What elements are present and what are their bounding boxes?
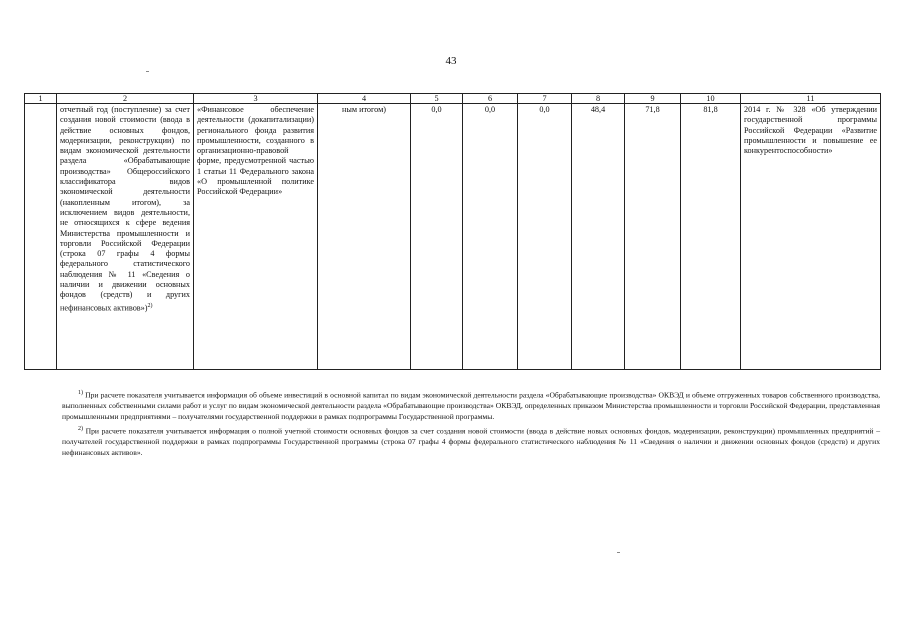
- cell-value: 0,0: [518, 104, 572, 370]
- column-header: 7: [518, 94, 572, 104]
- cell-value: 0,0: [463, 104, 518, 370]
- footnotes: [62, 388, 880, 461]
- column-header: 11: [741, 94, 881, 104]
- column-header: 1: [25, 94, 57, 104]
- column-header: 9: [625, 94, 681, 104]
- footnote-marker: 2): [78, 426, 83, 433]
- cell-value: 48,4: [572, 104, 625, 370]
- scan-speck: [617, 552, 620, 553]
- cell-indicator-description: [57, 104, 194, 370]
- table-row: [25, 104, 881, 370]
- column-header: 5: [411, 94, 463, 104]
- cell-program-activity: «Финансовое обеспечение деятельности (докапитализации) регионального фонда развития промышленности, созданного в организационно-правовой форме, предусмотренной частью 1 статьи 11 Федерального закона «О промышленной политике Российской Федерации»: [194, 104, 318, 370]
- scan-speck: [146, 71, 149, 72]
- page-number: 43: [445, 55, 457, 67]
- column-header: 2: [57, 94, 194, 104]
- column-header: 3: [194, 94, 318, 104]
- cell-legal-basis: 2014 г. № 328 «Об утверждении государственной программы Российской Федерации «Развитие промышленности и повышение ее конкурентоспособности»: [741, 104, 881, 370]
- cell-row-number: [25, 104, 57, 370]
- cell-unit: ным итогом): [318, 104, 411, 370]
- footnote-text: При расчете показателя учитывается информация об объеме инвестиций в основной капитал по видам экономической деятельности раздела «Обрабатывающие производства» ОКВЭД и объеме отгруженных товаров собственного производства, выполненных собственными силами работ и услуг по видам экономической деятельности раздела «Обрабатывающие производства» ОКВЭД, определенных приказом Министерства промышленности и торговли Российской Федерации, представленная промышленными предприятиями – получателями государственной поддержки в рамках подпрограммы Государственной программы.: [62, 390, 881, 421]
- column-header: 4: [318, 94, 411, 104]
- cell-value: 81,8: [681, 104, 741, 370]
- column-header: 8: [572, 94, 625, 104]
- cell-value: 0,0: [411, 104, 463, 370]
- column-header: 10: [681, 94, 741, 104]
- indicators-table: [24, 93, 881, 370]
- column-header: 6: [463, 94, 518, 104]
- footnote: [62, 424, 880, 458]
- footnote-text: При расчете показателя учитывается информация о полной учетной стоимости основных фондов за счет создания новой стоимости (ввода в действие новых основных фондов, модернизации, реконструкции) промышленных предприятий – получателей государственной поддержки в рамках подпрограммы Государственной программы (строка 07 графы 4 формы федерального статистического наблюдения № 11 «Сведения о наличии и движении основных фондов (средств) и других нефинансовых активов».: [62, 426, 880, 458]
- table-header-row: [25, 94, 881, 104]
- footnote: [62, 388, 880, 422]
- indicator-text: отчетный год (поступление) за счет создания новой стоимости (ввода в действие основных фондов, модернизации, реконструкции) по видам экономической деятельности раздела «Обрабатывающие производства» Общероссийского классификатора видов экономической деятельности (накопленным итогом), за исключением видов деятельности, не относящихся к сфере ведения Министерства промышленности и торговли Российской Федерации (строка 07 графы 4 формы федерального статистического наблюдения № 11 «Сведения о наличии и движении основных фондов (средств) и других нефинансовых активов»): [60, 105, 190, 313]
- cell-value: 71,8: [625, 104, 681, 370]
- footnote-marker: 1): [78, 390, 83, 396]
- footnote-ref: 2): [147, 302, 153, 309]
